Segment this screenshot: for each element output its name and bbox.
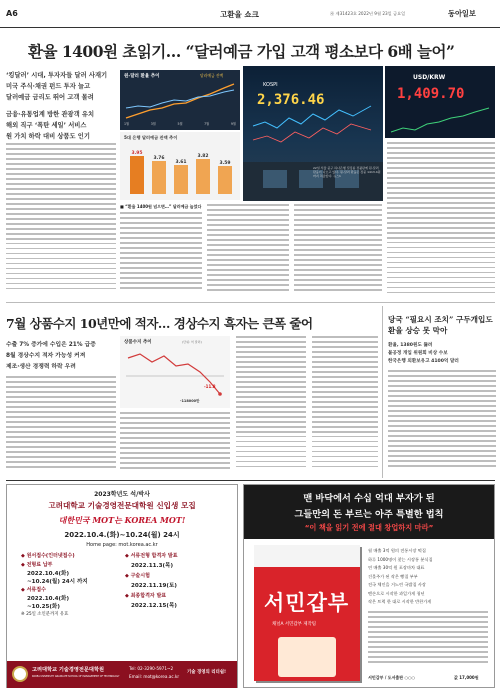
dealing-room-photo — [243, 66, 383, 201]
kospi-label: KOSPI — [263, 82, 278, 88]
usd-value: 1,409.70 — [397, 86, 465, 102]
chart-title: 원-달러 환율 추이 — [124, 74, 160, 79]
schedule-date: ~10.25(화) — [27, 604, 60, 610]
book-title: 서민갑부 — [264, 590, 350, 615]
book-cover — [254, 545, 360, 681]
chart-title: 상품수지 추이 — [124, 340, 152, 345]
article3-headline: 당국 “필요시 조치” 구두개입도 환율 상승 못 막아 — [388, 315, 493, 335]
section-divider — [6, 302, 495, 303]
subhead: 수출 7% 증가에 수입은 21% 급증 — [6, 342, 96, 348]
month-tag: 5월 — [177, 122, 183, 126]
book-ad — [243, 484, 495, 688]
schedule-item: ◆ 서류접수 — [21, 587, 46, 593]
subhead: 미국 주식·채권 펀드 투자 늘고 — [6, 83, 91, 90]
article2-col-2 — [120, 412, 230, 472]
article3-body — [388, 370, 496, 472]
main-right-text — [387, 142, 495, 297]
main-body-text — [6, 143, 116, 293]
book-ad-banner — [244, 485, 494, 539]
kospi-value: 2,376.46 — [257, 92, 325, 108]
bar — [218, 161, 232, 194]
section-label: 고환율 쇼크 — [220, 10, 259, 19]
schedule-item: ◆ 전형료 납부 — [21, 562, 53, 568]
subhead: 8월 경상수지 적자 가능성 커져 — [6, 353, 86, 359]
book-ad-title-1: 맨 바닥에서 수십 억대 부자가 된 — [303, 493, 435, 504]
column-divider — [382, 306, 383, 478]
dollar-deposit-chart — [120, 132, 240, 200]
subhead: 달러예금 금리도 뛰어 고객 몰려 — [6, 94, 94, 101]
bar-label: 3.95 — [131, 151, 143, 156]
inline-section-label: ■ “환율 1400원 넘으면…” 달러예금 늘었다 — [120, 204, 202, 209]
month-tag: 7월 — [204, 122, 210, 126]
newspaper-name: 동아일보 — [448, 9, 476, 18]
bar — [130, 151, 144, 194]
schedule-item: ◆ 최종합격자 발표 — [125, 593, 167, 599]
subhead: 원 가치 하락 대비 상품도 인기 — [6, 133, 90, 140]
main-headline: 환율 1400원 초읽기… “달러예금 가입 고객 평소보다 6배 늘어” — [28, 42, 455, 61]
month-tag: 3월 — [150, 122, 156, 126]
ad-schedule-right — [125, 552, 223, 619]
ad-divider — [6, 480, 495, 481]
bar-label: 3.76 — [153, 156, 165, 161]
chart-unit: (단위: 억 달러) — [182, 340, 202, 344]
usd-board-photo — [385, 66, 495, 138]
bar — [196, 154, 210, 194]
subhead: 금융·유통업계 방한 관광객 유치 — [6, 111, 95, 118]
book-description — [368, 611, 488, 667]
schedule-date: ~10.24(월) 24시 까지 — [27, 579, 88, 585]
subhead: ‘킹달러’ 시대, 투자자들 달러 사재기 — [6, 72, 108, 79]
article2-col-1 — [6, 376, 116, 472]
main-col-4 — [294, 204, 382, 295]
schedule-date: 2022.11.19(토) — [131, 583, 177, 589]
main-subheads — [6, 70, 116, 142]
month-tag: 9월 — [230, 122, 236, 126]
book-publisher: 서민갑부 / 도서출판 ○○○ — [368, 675, 416, 680]
article2-col-4 — [312, 336, 378, 472]
exchange-rate-chart — [120, 70, 240, 130]
schedule-date: 2022.12.15(목) — [131, 603, 177, 609]
article2-subheads — [6, 340, 121, 373]
page-number: A6 — [6, 9, 18, 18]
ad-homepage[interactable]: Home page: mot.korea.ac.kr — [86, 542, 158, 548]
usd-label: USD/KRW — [413, 74, 446, 81]
book-bullets — [368, 547, 488, 607]
bullet-item: 맨손으로 시작한 과일가게 청년 — [368, 590, 425, 596]
lead-line: 불공정 개입 위원회 비상 수보 — [388, 351, 448, 356]
schedule-date: 2022.10.4(화) — [27, 571, 70, 577]
subhead: 제조·생산 경쟁력 하락 우려 — [6, 364, 76, 370]
goods-balance-lines — [120, 336, 230, 408]
bullet-item: 연 매출 30억 원 포장마차 대표 — [368, 565, 425, 570]
chart-title: 5대 은행 달러예금 잔액 추이 — [124, 135, 178, 140]
main-col-3 — [207, 204, 289, 295]
book-price: 값 17,000원 — [454, 675, 479, 680]
main-col-2 — [120, 212, 202, 295]
book-cover-photo — [278, 637, 336, 677]
schedule-date: 2022.10.4(화) — [27, 596, 70, 602]
bullet-item: 건물주가 된 작은 빵집 부부 — [368, 573, 418, 579]
bullet-item: 하루 1000명이 찾는 시장통 분식집 — [368, 556, 433, 562]
chart-bottom-label: -118000만 — [180, 399, 200, 403]
ad-period: 2022.10.4.(화)~10.24(월) 24시 — [64, 531, 180, 539]
bar — [152, 156, 166, 194]
schedule-date: 2022.11.3(목) — [131, 563, 174, 569]
university-seal-icon — [12, 666, 28, 682]
bullet-item: 작은 트럭 한 대로 시작한 반찬가게 — [368, 599, 432, 604]
goods-balance-chart — [120, 336, 230, 408]
edition-info: ㉴ 제31423호 2022년 9월 23일 금요일 — [330, 11, 406, 16]
book-ad-title-2: 그들만의 돈 부르는 아주 특별한 법칙 — [294, 509, 444, 520]
chart-callout: -11.8 — [204, 384, 216, 389]
footer-tagline: 기술 경영의 리더쉽! — [187, 670, 226, 675]
footer-org: 고려대학교 기술경영전문대학원 — [32, 667, 104, 673]
ad-footer — [7, 661, 237, 688]
bar-label: 3.61 — [175, 160, 187, 165]
ad-year: 2023학년도 석/박사 — [94, 491, 150, 498]
schedule-item: ◆ 구술시험 — [125, 573, 150, 579]
ad-title: 고려대학교 기술경영전문대학원 신입생 모집 — [48, 501, 196, 510]
ad-schedule — [7, 548, 237, 619]
bar-label: 3.59 — [219, 161, 231, 166]
photo-caption: 22일 서울 중구 하나은행 딜링룸 전광판에 원-달러 환율이 나오고 있다. 원-달러 환율은 장중 1413.4원까지 치솟았다. 뉴스1 — [313, 166, 381, 179]
board-lines — [243, 66, 383, 201]
footer-en: KOREA UNIVERSITY GRADUATE SCHOOL OF MANAGEMENT OF TECHNOLOGY — [32, 675, 120, 678]
article3-leads — [388, 342, 496, 366]
lead-line: 환율, 1380원도 뚫려 — [388, 343, 433, 348]
ad-slogan: 대한민국 MOT는 KOREA MOT! — [58, 515, 186, 525]
chart-legend: 달러예금 잔액 — [200, 73, 224, 78]
footer-tel: Tel: 02-3290-5971~2 — [129, 666, 174, 671]
month-tag: 1월 — [124, 122, 130, 126]
book-cover-header — [254, 545, 360, 567]
bullet-item: 전국 체인을 거느린 국밥집 사장 — [368, 582, 426, 587]
usd-board-chart — [385, 66, 495, 138]
bar — [174, 160, 188, 194]
subhead: 해외 직구 ‘폭탄 세일’ 서비스 — [6, 122, 87, 129]
bar-group — [126, 148, 236, 194]
schedule-item: ◆ 서류전형 합격자 발표 — [125, 553, 178, 559]
article2-headline: 7월 상품수지 10년만에 적자… 경상수지 흑자는 큰폭 줄어 — [6, 316, 313, 331]
ad-schedule-left — [21, 552, 119, 619]
article2-col-3 — [236, 336, 306, 472]
schedule-item: ◆ 원서접수(인터넷접수) — [21, 553, 75, 559]
korea-university-ad — [6, 484, 238, 688]
chart-tag-row — [124, 121, 236, 126]
schedule-note: ※ 25일 소인분까지 유효 — [21, 612, 69, 617]
footer-email[interactable]: Email: mot@korea.ac.kr — [129, 674, 180, 679]
bar-label: 3.82 — [197, 154, 209, 159]
book-ad-quote: “이 책을 읽기 전에 절대 창업하지 마라” — [304, 523, 434, 532]
book-author: 채널A 서민갑부 제작팀 — [272, 622, 316, 627]
lead-line: 한국은행 외환보유고 4100억 달러 — [388, 359, 459, 364]
masthead-bar — [0, 0, 500, 28]
bullet-item: 월 매출 3억 원의 전통시장 떡집 — [368, 548, 426, 553]
